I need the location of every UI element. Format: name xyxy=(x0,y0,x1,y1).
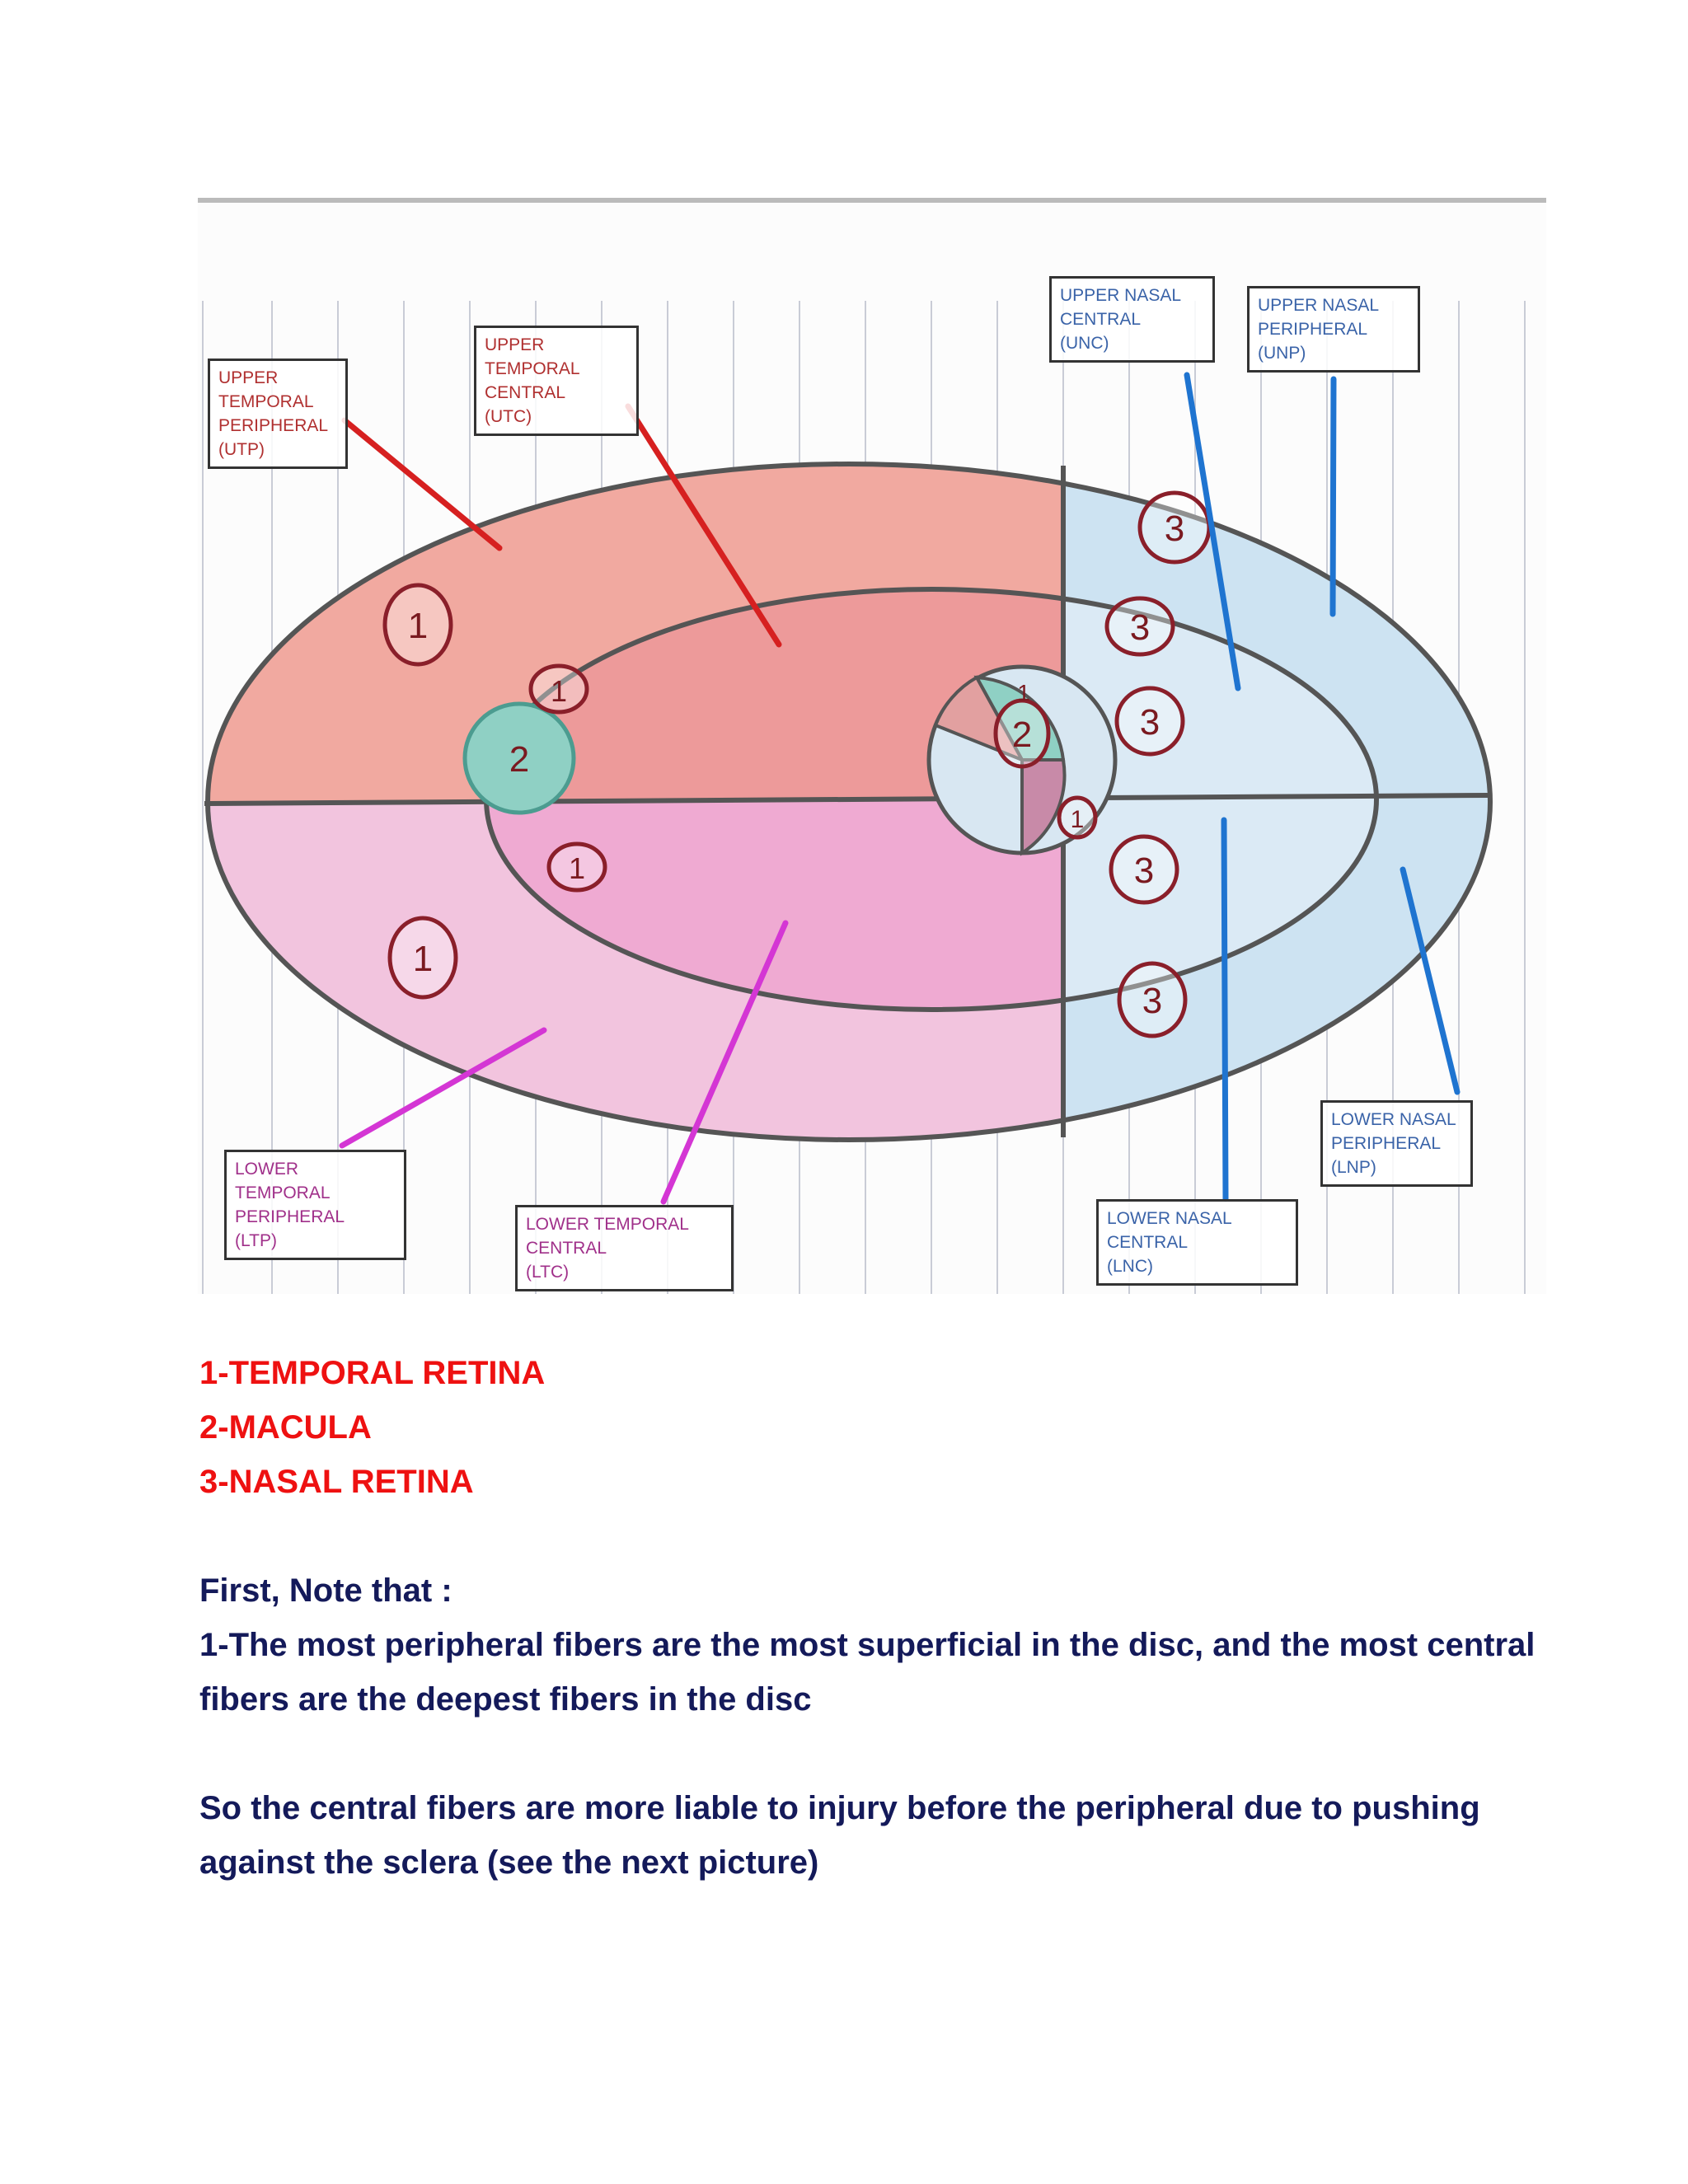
legend-macula: 2-MACULA xyxy=(199,1409,372,1446)
retinal-fiber-diagram xyxy=(198,198,1546,1294)
lnc-pointer xyxy=(1224,820,1226,1199)
note-conclusion: So the central fibers are more liable to injury before the peripheral due to pushing against the sclera (see the next picture) xyxy=(199,1790,1480,1881)
ltc-label: LOWER TEMPORAL CENTRAL (LTC) xyxy=(515,1205,734,1291)
region-number: 1 xyxy=(412,939,434,979)
region-number: 1 xyxy=(550,674,568,708)
region-number: 3 xyxy=(1164,509,1185,549)
unc-label: UPPER NASAL CENTRAL (UNC) xyxy=(1049,276,1215,363)
region-number: 1 xyxy=(568,851,586,885)
region-number: 3 xyxy=(1139,702,1160,743)
utc-label: UPPER TEMPORAL CENTRAL (UTC) xyxy=(474,326,639,436)
note-point-1: 1-The most peripheral fibers are the most superficial in the disc, and the most central fibers are the deepest fibers in the disc xyxy=(199,1627,1536,1718)
document-text xyxy=(199,1346,1551,1890)
ltp-label: LOWER TEMPORAL PERIPHERAL (LTP) xyxy=(224,1150,406,1260)
notes-heading: First, Note that : xyxy=(199,1572,452,1609)
region-number: 3 xyxy=(1129,607,1151,648)
region-number: 3 xyxy=(1142,981,1163,1021)
legend-nasal-retina: 3-NASAL RETINA xyxy=(199,1464,474,1500)
region-number: 1 xyxy=(1070,806,1085,833)
region-number: 1 xyxy=(407,606,429,646)
region-number: 1 xyxy=(1017,680,1030,705)
region-number: 2 xyxy=(1011,715,1033,755)
utp-label: UPPER TEMPORAL PERIPHERAL (UTP) xyxy=(208,359,348,469)
utp-pointer xyxy=(345,420,499,548)
unp-pointer xyxy=(1333,379,1334,614)
lnp-label: LOWER NASAL PERIPHERAL (LNP) xyxy=(1320,1100,1473,1187)
unp-label: UPPER NASAL PERIPHERAL (UNP) xyxy=(1247,286,1420,373)
legend-temporal-retina: 1-TEMPORAL RETINA xyxy=(199,1355,546,1391)
region-number: 3 xyxy=(1133,851,1155,891)
lnc-label: LOWER NASAL CENTRAL (LNC) xyxy=(1096,1199,1298,1286)
region-number: 2 xyxy=(509,739,530,780)
paper-top-edge xyxy=(198,198,1546,203)
